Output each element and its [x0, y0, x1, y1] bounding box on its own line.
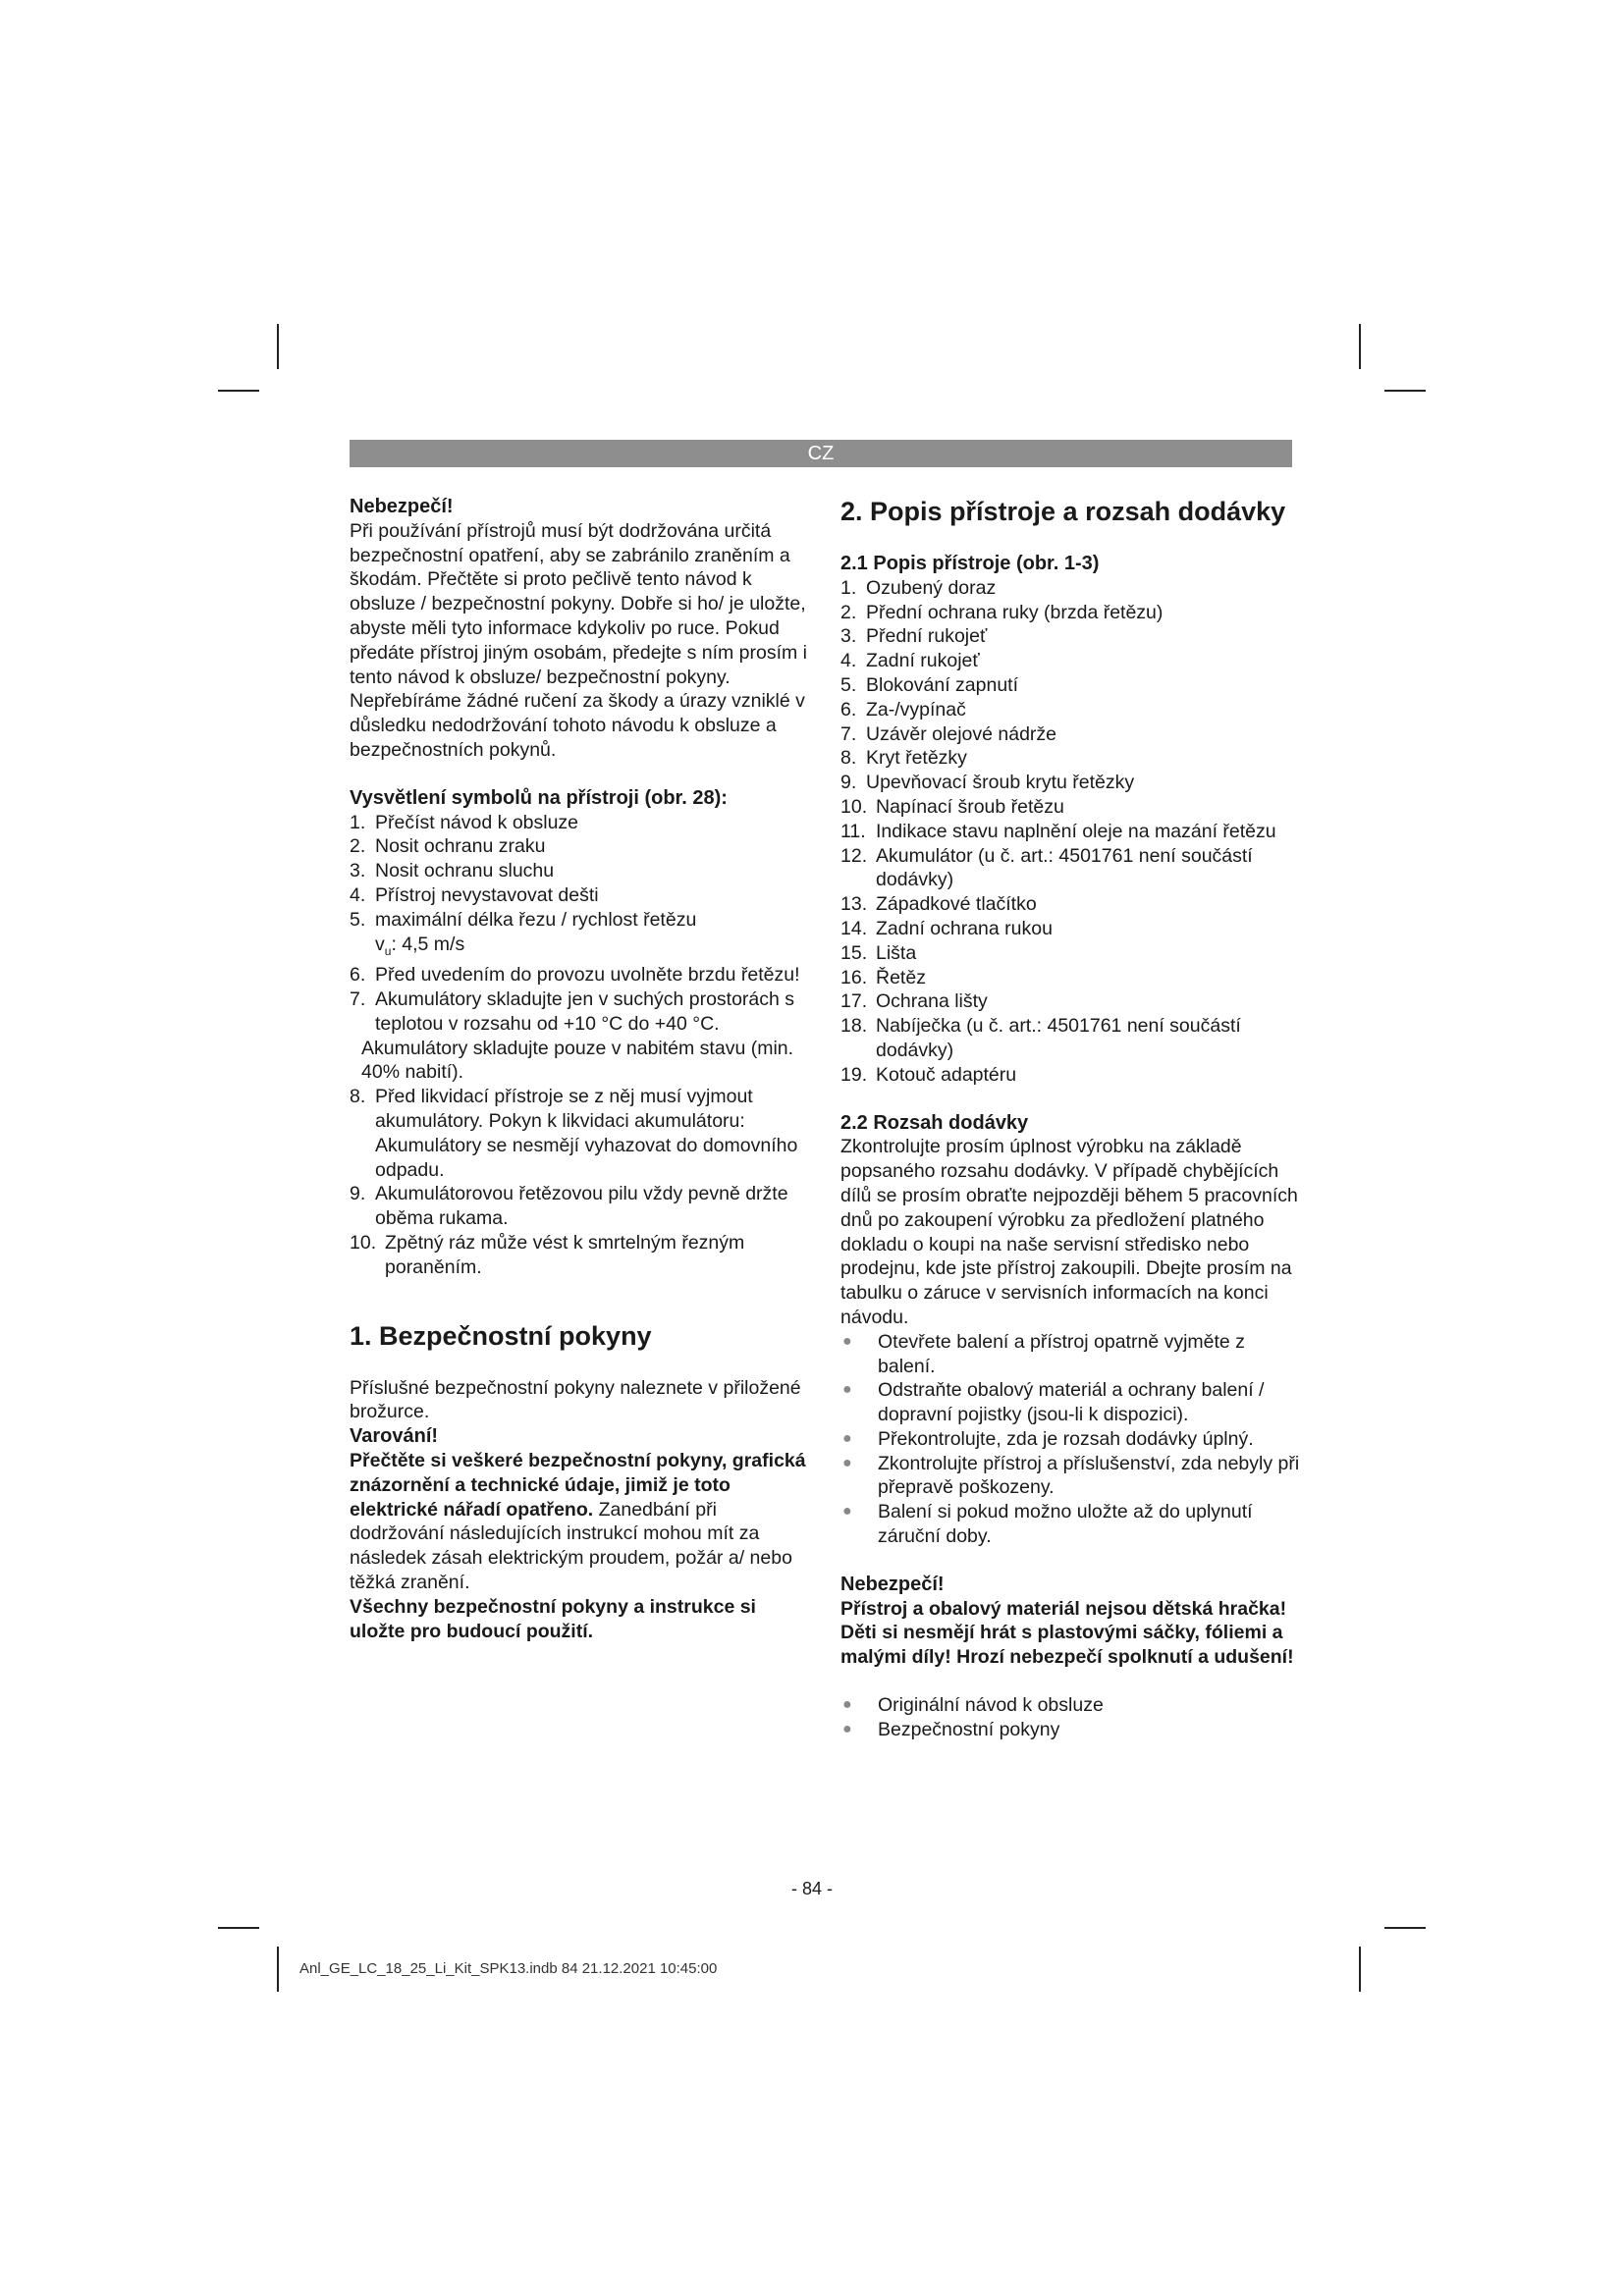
danger-text: Při používání přístrojů musí být dodržována určitá bezpečnostní opatření, aby se zabránilo zraněním a škodám. Přečtěte si proto pečlivě tento návod k obsluze / bezpečnostní pokyny. Dobře si ho/ je uložte, abyste měli tyto informace kdykoliv po ruce. Pokud předáte přístroj jiným osobám, předejte s ním prosím i tento návod k obsluze/ bezpečnostní pokyny. Nepřebíráme žádné ručení za škody a úrazy vzniklé v důsledku nedodržování tohoto návodu k obsluze a bezpečnostních pokynů. — [350, 519, 808, 761]
list-item: 3. Nosit ochranu sluchu — [350, 860, 555, 882]
list-item: 9. Upevňovací šroub krytu řetězky — [840, 772, 1135, 794]
list-item: 13. Západkové tlačítko — [840, 893, 1037, 916]
list-item: 6. Před uvedením do provozu uvolněte brzdu řetězu! — [350, 964, 800, 987]
danger-heading: Nebezpečí! — [350, 496, 454, 517]
list-item: 6. Za-/vypínač — [840, 698, 966, 721]
list-item: ● Bezpečnostní pokyny — [842, 1718, 1060, 1740]
crop-mark-bottom-left-horizontal — [218, 1927, 259, 1929]
list-item: 10. Zpětný ráz může vést k smrtelným řezným poraněním. — [350, 1232, 745, 1278]
list-item: ● Zkontrolujte přístroj a příslušenství, zda nebyly při přepravě poškozeny. — [842, 1452, 1300, 1499]
symbols-list — [350, 811, 813, 1280]
language-code: CZ — [807, 443, 835, 464]
bullet-icon: ● — [842, 1332, 852, 1350]
contents-bullet-list — [840, 1693, 1302, 1742]
warning-heading: Varování! — [350, 1425, 439, 1448]
list-item: 2. Nosit ochranu zraku — [350, 835, 546, 858]
symbols-heading: Vysvětlení symbolů na přístroji (obr. 28): — [350, 786, 728, 809]
section-heading-safety: 1. Bezpečnostní pokyny — [350, 1320, 652, 1351]
list-item: 19. Kotouč adaptéru — [840, 1063, 1017, 1086]
safety-intro: Příslušné bezpečnostní pokyny naleznete v přiložené brožurce. — [350, 1376, 801, 1423]
list-item: 7. Akumulátory skladujte jen v suchých prostorách s teplotou v rozsahu od +10 °C do +40 °C. — [350, 988, 795, 1035]
chain-speed: 4,5 m/s — [402, 933, 465, 955]
section-heading-description: 2. Popis přístroje a rozsah dodávky — [840, 497, 1286, 526]
list-item: 7. Uzávěr olejové nádrže — [840, 722, 1057, 745]
danger-text-2: Přístroj a obalový materiál nejsou dětská hračka! Děti si nesmějí hrát s plastovými sáčky, fóliemi a malými díly! Hrozí nebezpečí spolknutí a udušení! — [840, 1597, 1294, 1669]
list-item: 5. maximální délka řezu / rychlost řetězu $v_u$: 4,5 m/s — [350, 908, 697, 958]
list-item: 1. Ozubený doraz — [840, 576, 997, 599]
list-item: ● Otevřete balení a přístroj opatrně vyjměte z balení. — [842, 1330, 1245, 1377]
crop-mark-top-left-vertical — [277, 324, 279, 369]
warning-text — [350, 1449, 813, 1595]
list-item: 12. Akumulátor (u č. art.: 4501761 není součástí dodávky) — [840, 844, 1253, 891]
list-item: 18. Nabíječka (u č. art.: 4501761 není součástí dodávky) — [840, 1015, 1241, 1061]
list-item: 9. Akumulátorovou řetězovou pilu vždy pevně držte oběma rukama. — [350, 1183, 788, 1230]
description-heading: 2.1 Popis přístroje (obr. 1-3) — [840, 553, 1100, 574]
list-item: 1. Přečíst návod k obsluze — [350, 811, 579, 833]
crop-mark-top-right-vertical — [1359, 324, 1361, 369]
keep-instructions-text: Všechny bezpečnostní pokyny a instrukce si uložte pro budoucí použití. — [350, 1595, 756, 1642]
list-item: 8. Před likvidací přístroje se z něj musí vyjmout akumulátory. Pokyn k likvidaci akumulátoru: Akumulátory se nesmějí vyhazovat do domovního odpadu. — [350, 1086, 798, 1181]
scope-text: Zkontrolujte prosím úplnost výrobku na základě popsaného rozsahu dodávky. V případě chybějících dílů se prosím obraťte nejpozději během 5 pracovních dnů po zakoupení výrobku za předložení platného dokladu o koupi na naše servisní středisko nebo prodejnu, kde jste přístroj zakoupili. Dbejte prosím na tabulku o záruce v servisních informacích na konci návodu. — [840, 1136, 1298, 1328]
list-item: 3. Přední rukojeť — [840, 625, 988, 648]
list-item: ● Balení si pokud možno uložte až do uplynutí záruční doby. — [842, 1501, 1253, 1548]
page-number: - 84 - — [790, 1879, 833, 1898]
crop-mark-bottom-right-horizontal — [1384, 1927, 1426, 1929]
list-item: 4. Přístroj nevystavovat dešti — [350, 883, 599, 906]
crop-mark-bottom-left-vertical — [277, 1947, 279, 1992]
crop-mark-top-left-horizontal — [218, 390, 259, 392]
list-item: 5. Blokování zapnutí — [840, 673, 1019, 696]
danger-heading-2: Nebezpečí! — [840, 1573, 945, 1595]
list-item: 16. Řetěz — [840, 966, 926, 988]
scope-heading: 2.2 Rozsah dodávky — [840, 1111, 1029, 1134]
list-item: 4. Zadní rukojeť — [840, 650, 980, 672]
warning-normal-text: Zanedbání při dodržování následujících instrukcí mohou mít za následek zásah elektrickým proudem, požár a/ nebo těžká zranění. — [350, 1498, 792, 1593]
language-header-bar — [350, 440, 1292, 467]
list-item: 8. Kryt řetězky — [840, 747, 967, 770]
warning-bold-text: Přečtěte si veškeré bezpečnostní pokyny, grafická znázornění a technické údaje, jimiž je toto elektrické nářadí opatřeno. — [350, 1449, 806, 1521]
speed-symbol: v — [375, 933, 385, 955]
left-column — [350, 495, 813, 1643]
list-item: 10. Napínací šroub řetězu — [840, 795, 1064, 818]
bullet-icon: ● — [842, 1454, 852, 1471]
list-item: ● Překontrolujte, zda je rozsah dodávky úplný. — [842, 1427, 1254, 1450]
list-item-continuation: Akumulátory skladujte pouze v nabitém stavu (min. 40% nabití). — [361, 1037, 794, 1084]
bullet-icon: ● — [842, 1503, 852, 1521]
list-item: ● Originální návod k obsluze — [842, 1694, 1104, 1717]
bullet-icon: ● — [842, 1696, 852, 1714]
crop-mark-bottom-right-vertical — [1359, 1947, 1361, 1992]
bullet-icon: ● — [842, 1720, 852, 1737]
list-item: 14. Zadní ochrana rukou — [840, 917, 1053, 939]
crop-mark-top-right-horizontal — [1384, 390, 1426, 392]
right-column — [840, 495, 1302, 1742]
list-item: 11. Indikace stavu naplnění oleje na mazání řetězu — [840, 820, 1276, 842]
print-file-info: Anl_GE_LC_18_25_Li_Kit_SPK13.indb 84 21.12.2021 10:45:00 — [299, 1960, 718, 1977]
parts-list — [840, 576, 1302, 1088]
scope-bullet-list — [840, 1330, 1302, 1549]
list-item: 17. Ochrana lišty — [840, 990, 988, 1013]
list-item: ● Odstraňte obalový materiál a ochrany balení / dopravní pojistky (jsou-li k dispozici). — [842, 1379, 1265, 1426]
list-item: 15. Lišta — [840, 941, 917, 964]
bullet-icon: ● — [842, 1381, 852, 1399]
bullet-icon: ● — [842, 1429, 852, 1447]
list-item: 2. Přední ochrana ruky (brzda řetězu) — [840, 601, 1164, 623]
